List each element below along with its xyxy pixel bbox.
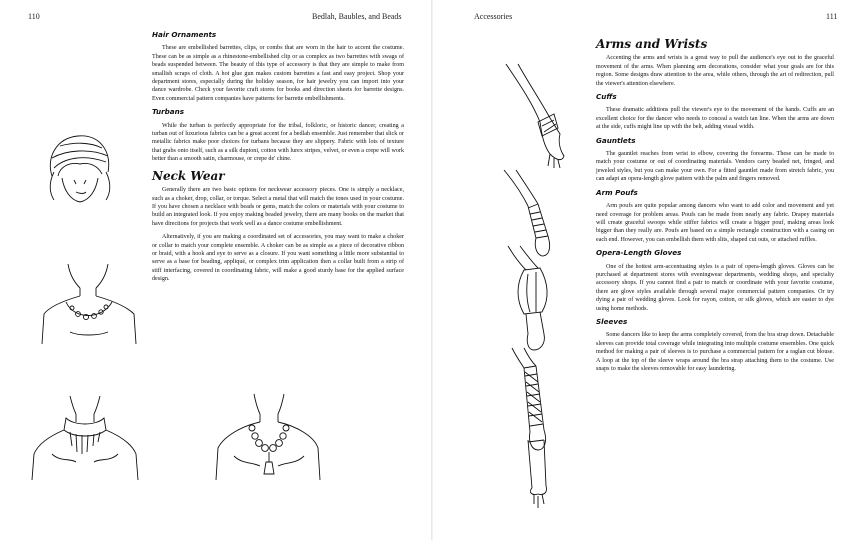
neck-wear-paragraph-2: Alternatively, if you are making a coordinated set of accessories, you may want to make a choker or collar to match your complete ensemble. A choker can be as simple as a piece of decorative ribbon or braid, with a hook and eye to serve as a closure. If you want something a little more substantial to serve as a base for beading, appliqué, or complex trim application then a collar built from a strip of stiff interfacing, covered in coordinating fabric, will make a good sturdy base for the applied surface design.	[152, 234, 404, 283]
left-page-number: 110	[28, 12, 40, 21]
cuff-arm-illustration	[498, 62, 578, 172]
neck-wear-heading: Neck Wear	[152, 168, 225, 183]
bead-necklace-illustration	[212, 392, 322, 482]
necklace-illustration	[40, 262, 140, 347]
sleeves-heading: Sleeves	[596, 316, 628, 326]
collar-illustration	[30, 392, 140, 482]
cuffs-heading: Cuffs	[596, 92, 617, 102]
left-page-text	[152, 26, 404, 289]
cuffs-paragraph: These dramatic additions pull the viewer's eye to the movement of the hands. Cuffs are an excellent choice for the dancer who needs to conceal a watch tan line. When the arms are down at the side, cuffs might line up with the belt, adding visual width.	[596, 107, 834, 131]
opera-gloves-heading: Opera-Length Gloves	[596, 248, 682, 258]
right-page-text	[596, 26, 834, 378]
gauntlets-paragraph: The gauntlet reaches from wrist to elbow, covering the forearms. These can be made to match your costume or out of coordinating materials. Vendors carry beaded net, fringed, and jeweled styles, but you can make your own. For a fitted gauntlet made from stretch fabric, you can adapt an opera-length glove pattern with the palm and fingers removed.	[596, 151, 834, 183]
arm-poufs-heading: Arm Poufs	[596, 187, 638, 197]
hair-ornaments-paragraph: These are embellished barrettes, clips, or combs that are worn in the hair to accent the costume. These can be as simple as a rhinestone-embellished clip or as complex as two barrettes with swags of beads suspended between. The beauty of this type of accessory is that they are simple to make from smallish scraps of cloth. A hot glue gun makes custom barrettes a fast and easy project. Shop your department stores, especially during the holiday season, for hair jewelry you can import into your dance wardrobe. Check your favorite craft stores for books and direction sheets for barrette designs. Even commercial pattern companies have patterns for barrette embellishments.	[152, 45, 404, 102]
turban-illustration	[40, 128, 120, 208]
turbans-heading: Turbans	[152, 107, 185, 117]
neck-wear-paragraph-1: Generally there are two basic options for neckwear accessory pieces. One is simply a necklace, such as a choker, drop, collar, or torque. Select a metal that will match the tones used in your costume. If you have chosen a necklace with beads or gems, match the colors or materials with your costume to build an integrated look. If you enjoy making beaded jewelry, there are many books on the market that have directions for projects that work well as a dance costume embellishment.	[152, 187, 404, 227]
opera-gloves-paragraph: One of the hottest arm-accentuating styles is a pair of opera-length gloves. Gloves can be purchased at department stores with eveningwear departments, wedding shops, and specialty accessory shops. If you cannot find a pair to match or coordinate with your favorite costume, there are glove styles available through several major commercial pattern companies. Or try dying a pair of wedding gloves. Look for rayon, cotton, or silk gloves, which are easier to dye using home methods.	[596, 263, 834, 312]
turbans-paragraph: While the turban is perfectly appropriate for the tribal, folkloric, or historic dancer, creating a turban out of luxurious fabrics can be a great accent for a bedlah ensemble. Just remember that slick or metallic fabrics make poor choices for turbans because they are slippery. Fabric with lots of texture that grabs onto itself, such as a silk dupioni, cotton with lurex stripes, velvet, or even a crepe will work better than a smooth satin, charmouse, or crepe de' chine.	[152, 122, 404, 163]
hair-ornaments-heading: Hair Ornaments	[152, 30, 217, 39]
right-running-title: Accessories	[474, 12, 513, 21]
left-running-title: Bedlah, Baubles, and Beads	[312, 12, 402, 21]
arms-wrists-heading: Arms and Wrists	[596, 37, 708, 51]
arm-poufs-paragraph: Arm poufs are quite popular among dancers who want to add color and movement and yet need coverage for problem areas. Poufs can be made from nearly any fabric. Drapey materials will create graceful swoops while stiffer fabrics will create a bigger pouf, making areas look bigger than they really are. Poufs are based on a simple rectangle construction with a casing on each end. However, you can embellish them with slits, shaped cut outs, or attached ruffles.	[596, 203, 834, 243]
arm-pouf-illustration	[498, 244, 578, 354]
arms-wrists-paragraph: Accenting the arms and wrists is a great way to pull the audience's eye out to the graceful movement of the arms. When planning arm decorations, consider what your goals are for this region. Some designs draw attention to the area, while others, through the art of redirection, pull the viewer's attention elsewhere.	[596, 55, 834, 87]
right-page-number: 111	[826, 12, 838, 21]
page-gutter	[431, 0, 433, 540]
gauntlets-heading: Gauntlets	[596, 135, 636, 145]
sleeve-arm-illustration	[498, 438, 578, 518]
sleeves-paragraph: Some dancers like to keep the arms completely covered, from the bra strap down. Detachable sleeves can provide total coverage while integrating into multiple costume ensembles. One quick method for making a pair of sleeves is to purchase a commercial pattern for a raglan cut blouse. A loop at the top of the sleeve wraps around the bra strap attaching them to the costume. Use snaps to make the sleeves removable for easy laundering.	[596, 332, 834, 372]
